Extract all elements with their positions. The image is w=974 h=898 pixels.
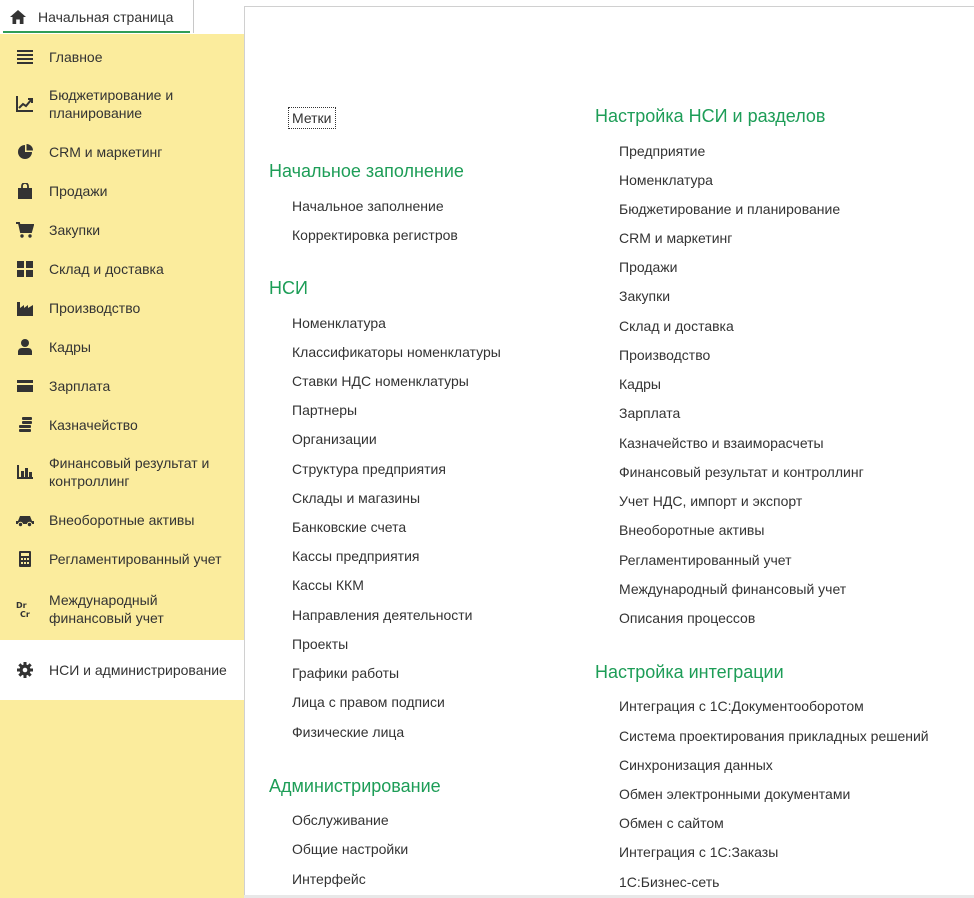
link-process-descriptions[interactable]: Описания процессов xyxy=(619,610,756,626)
sidebar-item-production[interactable] xyxy=(0,288,244,327)
link-edi-exchange[interactable]: Обмен электронными документами xyxy=(619,786,851,802)
link-cash-desks[interactable]: Кассы предприятия xyxy=(292,548,420,564)
sidebar-item-purchases[interactable] xyxy=(0,210,244,249)
sidebar-item-label: Главное xyxy=(49,48,103,65)
link-applied-solutions-design[interactable]: Система проектирования прикладных решений xyxy=(619,728,929,744)
link-business-network[interactable]: 1С:Бизнес-сеть xyxy=(619,874,720,890)
link-register-adjustment[interactable]: Корректировка регистров xyxy=(292,227,458,243)
group-title-administration: Администрирование xyxy=(269,776,441,796)
link-bank-accounts[interactable]: Банковские счета xyxy=(292,519,407,535)
link-business-areas[interactable]: Направления деятельности xyxy=(292,607,473,623)
home-icon xyxy=(9,8,27,26)
sidebar-item-main[interactable] xyxy=(0,37,244,76)
sidebar-item-label: Склад и доставка xyxy=(49,260,164,277)
link-settings-sales[interactable]: Продажи xyxy=(619,259,678,275)
calculator-icon xyxy=(15,549,35,569)
link-settings-fixed-assets[interactable]: Внеоборотные активы xyxy=(619,522,765,538)
factory-icon xyxy=(15,298,35,318)
link-settings-international-accounting[interactable]: Международный финансовый учет xyxy=(619,581,847,597)
link-settings-production[interactable]: Производство xyxy=(619,347,711,363)
sidebar-item-label: Производство xyxy=(49,299,141,316)
sidebar-item-sales[interactable] xyxy=(0,171,244,210)
tab-strip xyxy=(194,0,244,6)
pie-chart-icon xyxy=(15,142,35,162)
link-initial-fill[interactable]: Начальное заполнение xyxy=(292,198,444,214)
sidebar-item-label: Казначейство xyxy=(49,416,138,433)
sidebar xyxy=(0,34,244,898)
link-nomenclature-classifiers[interactable]: Классификаторы номенклатуры xyxy=(292,344,501,360)
link-integration-docflow[interactable]: Интеграция с 1С:Документооборотом xyxy=(619,698,864,714)
sidebar-item-financial-result[interactable] xyxy=(0,444,244,500)
link-vat-rates[interactable]: Ставки НДС номенклатуры xyxy=(292,373,469,389)
link-settings-hr[interactable]: Кадры xyxy=(619,376,661,392)
sidebar-item-hr[interactable] xyxy=(0,327,244,366)
sidebar-item-budgeting[interactable] xyxy=(0,76,244,132)
sidebar-item-label: CRM и маркетинг xyxy=(49,143,163,160)
link-settings-financial-result[interactable]: Финансовый результат и контроллинг xyxy=(619,464,864,480)
home-tab-label: Начальная страница xyxy=(38,8,174,25)
sidebar-item-label: Внеоборотные активы xyxy=(49,511,195,528)
link-integration-orders[interactable]: Интеграция с 1С:Заказы xyxy=(619,844,779,860)
sidebar-item-regulated-accounting[interactable] xyxy=(0,539,244,578)
link-data-sync[interactable]: Синхронизация данных xyxy=(619,757,773,773)
wallet-card-icon xyxy=(15,376,35,396)
link-settings-budgeting[interactable]: Бюджетирование и планирование xyxy=(619,201,841,217)
link-general-settings[interactable]: Общие настройки xyxy=(292,841,409,857)
link-individuals[interactable]: Физические лица xyxy=(292,724,405,740)
link-settings-purchases[interactable]: Закупки xyxy=(619,288,671,304)
link-settings-warehouse[interactable]: Склад и доставка xyxy=(619,318,734,334)
list-icon xyxy=(15,47,35,67)
sidebar-item-crm[interactable] xyxy=(0,132,244,171)
sidebar-item-label: Международный финансовый учет xyxy=(49,592,164,626)
link-nomenclature[interactable]: Номенклатура xyxy=(292,315,386,331)
sidebar-item-fixed-assets[interactable] xyxy=(0,500,244,539)
link-settings-crm[interactable]: CRM и маркетинг xyxy=(619,230,733,246)
svg-text:Cr: Cr xyxy=(20,610,30,618)
link-signatories[interactable]: Лица с правом подписи xyxy=(292,694,445,710)
link-interface[interactable]: Интерфейс xyxy=(292,871,366,887)
coins-stack-icon xyxy=(15,415,35,435)
bar-chart-icon xyxy=(15,462,35,482)
link-enterprise-structure[interactable]: Структура предприятия xyxy=(292,461,446,477)
link-settings-vat-import-export[interactable]: Учет НДС, импорт и экспорт xyxy=(619,493,803,509)
shopping-bag-icon xyxy=(15,181,35,201)
link-settings-payroll[interactable]: Зарплата xyxy=(619,405,681,421)
warehouse-grid-icon xyxy=(15,259,35,279)
content-panel xyxy=(244,6,974,898)
sidebar-item-payroll[interactable] xyxy=(0,366,244,405)
link-kkm-cash-desks[interactable]: Кассы ККМ xyxy=(292,577,364,593)
sidebar-item-label: Финансовый результат и контроллинг xyxy=(49,455,210,489)
home-tab[interactable] xyxy=(0,0,194,33)
link-organizations[interactable]: Организации xyxy=(292,431,377,447)
sidebar-item-label: Закупки xyxy=(49,221,101,238)
link-work-schedules[interactable]: Графики работы xyxy=(292,665,400,681)
svg-text:Dr: Dr xyxy=(16,601,27,610)
sidebar-item-international-accounting[interactable] xyxy=(0,578,244,640)
sidebar-item-label: НСИ и администрирование xyxy=(49,662,227,678)
link-settings-nomenclature[interactable]: Номенклатура xyxy=(619,172,713,188)
group-title-nsi-settings: Настройка НСИ и разделов xyxy=(595,106,826,126)
home-tab-underline xyxy=(3,31,190,33)
link-settings-treasury[interactable]: Казначейство и взаиморасчеты xyxy=(619,435,824,451)
cart-icon xyxy=(15,220,35,240)
link-settings-regulated-accounting[interactable]: Регламентированный учет xyxy=(619,552,792,568)
link-partners[interactable]: Партнеры xyxy=(292,402,358,418)
sidebar-item-treasury[interactable] xyxy=(0,405,244,444)
group-title-nsi: НСИ xyxy=(269,278,308,298)
sidebar-item-label: Зарплата xyxy=(49,377,111,394)
sidebar-item-label: Регламентированный учет xyxy=(49,550,222,567)
metki-link[interactable]: Метки xyxy=(288,107,336,129)
chart-up-icon xyxy=(15,94,35,114)
group-title-initial-fill: Начальное заполнение xyxy=(269,161,464,181)
sidebar-item-nsi-admin[interactable] xyxy=(0,640,244,700)
sidebar-item-label: Продажи xyxy=(49,182,108,199)
dr-cr-icon xyxy=(15,599,35,619)
person-icon xyxy=(15,337,35,357)
link-warehouses-stores[interactable]: Склады и магазины xyxy=(292,490,421,506)
link-projects[interactable]: Проекты xyxy=(292,636,349,652)
group-title-integration-settings: Настройка интеграции xyxy=(595,662,784,682)
gear-icon xyxy=(15,660,35,680)
car-icon xyxy=(15,510,35,530)
link-enterprise[interactable]: Предприятие xyxy=(619,143,706,159)
link-website-exchange[interactable]: Обмен с сайтом xyxy=(619,815,724,831)
sidebar-item-label: Бюджетирование и планирование xyxy=(49,87,174,121)
link-maintenance[interactable]: Обслуживание xyxy=(292,812,389,828)
sidebar-item-label: Кадры xyxy=(49,338,91,355)
sidebar-item-warehouse[interactable] xyxy=(0,249,244,288)
